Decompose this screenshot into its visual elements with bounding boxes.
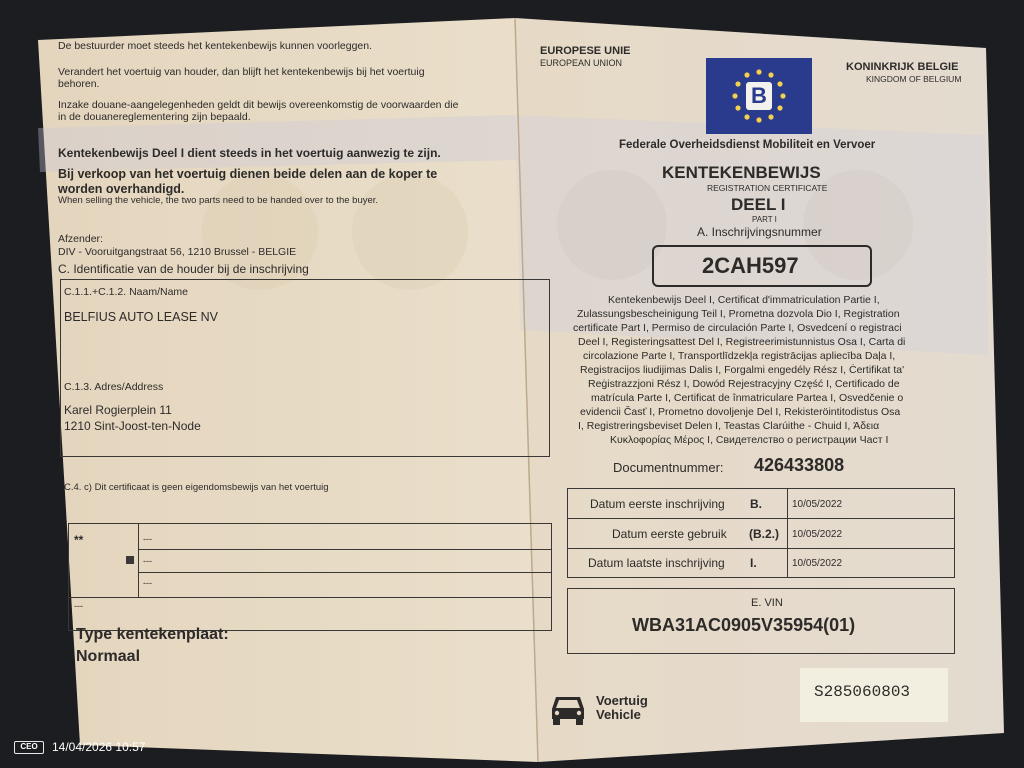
remarks-dash-4: --- xyxy=(74,601,83,611)
first-registration-label: Datum eerste inschrijving xyxy=(590,497,725,511)
vehicle-label-en: Vehicle xyxy=(596,707,641,722)
document-title: KENTEKENBEWIJS xyxy=(662,163,821,182)
customs-note: Inzake douane-aangelegenheden geldt dit bewijs overeenkomstig de voorwaarden die xyxy=(58,99,459,111)
customs-note-2: in de douanereglementering zijn bepaald. xyxy=(58,111,251,123)
country-code: B xyxy=(751,83,767,108)
multilingual-line-11: Κυκλοφορίας Μέρος I, Свидетелство о регистрации Част I xyxy=(610,434,889,446)
multilingual-line-4: Deel I, Registeringsattest Del I, Registreerimistunnistus Osa I, Carta di xyxy=(578,336,906,348)
remarks-line-2 xyxy=(138,572,552,573)
holder-name: BELFIUS AUTO LEASE NV xyxy=(64,310,218,324)
holder-heading: C. Identificatie van de houder bij de inschrijving xyxy=(58,262,309,276)
document-number: 426433808 xyxy=(754,455,845,475)
holder-change-note: Verandert het voertuig van houder, dan blijft het kentekenbewijs bij het voertuig xyxy=(58,66,425,78)
multilingual-line-6: Registracijos liudijimas Dalis I, Forgalmi engedély Rész I, Ċertifikat ta' xyxy=(580,364,905,376)
must-present-note: Kentekenbewijs Deel I dient steeds in het voertuig aanwezig te zijn. xyxy=(58,146,441,160)
name-label: C.1.1.+C.1.2. Naam/Name xyxy=(64,286,189,298)
kingdom-label-en: KINGDOM OF BELGIUM xyxy=(866,74,962,84)
remarks-line-3 xyxy=(68,597,552,598)
dates-row-line-1 xyxy=(567,518,955,519)
plate-type-value: Normaal xyxy=(76,648,141,665)
registration-number-label: A. Inschrijvingsnummer xyxy=(697,225,822,239)
eu-flag xyxy=(706,58,812,134)
serial-number: S285060803 xyxy=(814,683,911,701)
timestamp: 14/04/2026 10:57 xyxy=(52,740,146,754)
multilingual-line-9: evidencii Časť I, Prometno dovoljenje Del I, Rekisteröintitodistus Osa xyxy=(580,406,901,418)
address-label: C.1.3. Adres/Address xyxy=(64,381,164,393)
first-registration-code: B. xyxy=(750,497,762,511)
multilingual-line-3: certificate Part I, Permiso de circulación Parte I, Osvedcení o registraci xyxy=(573,322,902,334)
plate-number: 2CAH597 xyxy=(702,253,799,278)
square-marker-icon xyxy=(126,556,134,564)
multilingual-line-7: Reġistrazzjoni Rész I, Dowód Rejestracyjny Część I, Certificado de xyxy=(588,378,900,390)
first-registration-date: 10/05/2022 xyxy=(792,499,843,510)
remarks-divider xyxy=(138,523,139,597)
sender-label: Afzender: xyxy=(58,233,103,245)
first-use-label: Datum eerste gebruik xyxy=(612,527,727,541)
last-registration-date: 10/05/2022 xyxy=(792,558,843,569)
camera-badge-label: CEO xyxy=(20,742,38,751)
sale-note-en: When selling the vehicle, the two parts need to be handed over to the buyer. xyxy=(58,195,379,206)
car-icon xyxy=(548,691,588,727)
address-line-1: Karel Rogierplein 11 xyxy=(64,403,172,417)
part-label-en: PART I xyxy=(752,215,777,224)
remarks-dash-2: --- xyxy=(143,556,152,566)
sale-note-2: worden overhandigd. xyxy=(58,182,185,196)
remarks-stars: ** xyxy=(74,533,84,547)
multilingual-line-2: Zulassungsbescheinigung Teil I, Prometna dozvola Dio I, Registration xyxy=(577,308,900,320)
holder-change-note-2: behoren. xyxy=(58,78,100,90)
first-use-date: 10/05/2022 xyxy=(792,529,843,540)
ownership-note: C.4. c) Dit certificaat is geen eigendomsbewijs van het voertuig xyxy=(64,482,329,493)
remarks-box xyxy=(68,523,552,631)
eu-label-en: EUROPEAN UNION xyxy=(540,58,623,68)
address-line-2: 1210 Sint-Joost-ten-Node xyxy=(64,419,201,433)
last-registration-label: Datum laatste inschrijving xyxy=(588,556,725,570)
vin-number: WBA31AC0905V35954(01) xyxy=(632,615,856,635)
multilingual-line-5: circolazione Parte I, Transportlīdzekļa registrācijas apliecība Daļa I, xyxy=(583,350,896,362)
document-number-label: Documentnummer: xyxy=(613,460,724,475)
remarks-line-1 xyxy=(138,549,552,550)
kingdom-label: KONINKRIJK BELGIE xyxy=(846,61,959,73)
remarks-dash-1: --- xyxy=(143,534,152,544)
last-registration-code: I. xyxy=(750,556,757,570)
remarks-dash-3: --- xyxy=(143,578,152,588)
eu-label: EUROPESE UNIE xyxy=(540,45,631,57)
sender-address: DIV - Vooruitgangstraat 56, 1210 Brussel - BELGIE xyxy=(58,246,297,258)
driver-note: De bestuurder moet steeds het kentekenbewijs kunnen voorleggen. xyxy=(58,40,373,52)
plate-type-label: Type kentekenplaat: xyxy=(76,626,229,643)
multilingual-line-10: I, Registreringsbeviset Delen I, Teastas Clarúithe - Chuid I, Άδεια xyxy=(578,420,880,432)
vin-label: E. VIN xyxy=(751,597,783,609)
document-title-en: REGISTRATION CERTIFICATE xyxy=(707,183,828,193)
part-label: DEEL I xyxy=(731,195,786,214)
first-use-code: (B.2.) xyxy=(749,527,779,541)
dates-row-line-2 xyxy=(567,548,955,549)
vehicle-label: Voertuig xyxy=(596,693,648,708)
multilingual-line-1: Kentekenbewijs Deel I, Certificat d'immatriculation Partie I, xyxy=(608,294,880,306)
authority: Federale Overheidsdienst Mobiliteit en Vervoer xyxy=(619,139,876,151)
sale-note: Bij verkoop van het voertuig dienen beide delen aan de koper te xyxy=(58,167,438,181)
dates-divider xyxy=(787,488,788,578)
multilingual-line-8: matrícula Parte I, Certificat de înmatriculare Partea I, Osvedčenie o xyxy=(591,392,904,404)
